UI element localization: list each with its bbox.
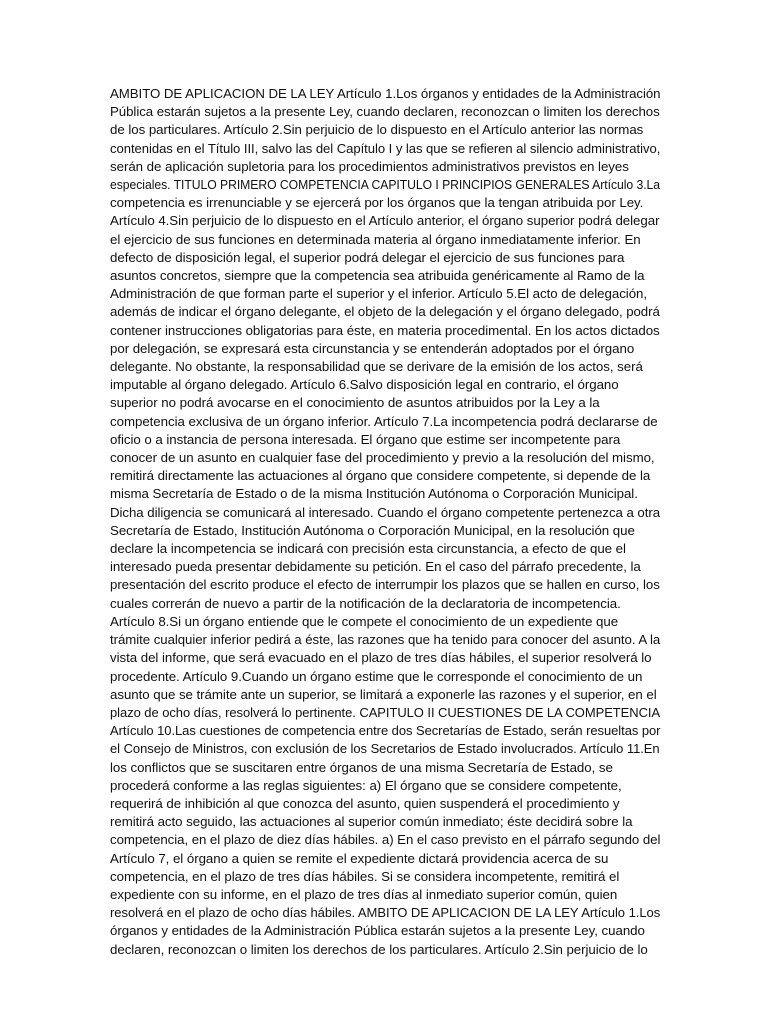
text-line: Dicha diligencia se comunicará al interesado. Cuando el órgano competente pertenezca a otra xyxy=(110,504,661,520)
text-line: especiales. TITULO PRIMERO COMPETENCIA CAPITULO I PRINCIPIOS GENERALES Artículo 3.La xyxy=(110,177,661,193)
document-body-text xyxy=(110,85,660,959)
text-line: competencia exclusiva de un órgano inferior. Artículo 7.La incompetencia podrá declararse de xyxy=(110,413,658,429)
text-line: Artículo 4.Sin perjuicio de lo dispuesto en el Artículo anterior, el órgano superior podrá delegar xyxy=(110,213,660,229)
text-line: declaren, reconozcan o limiten los derechos de los particulares. Artículo 2.Sin perjuicio de lo xyxy=(110,941,648,957)
text-line: trámite cualquier inferior pedirá a éste, las razones que ha tenido para conocer del asunto. A la xyxy=(110,632,661,648)
text-line: de los particulares. Artículo 2.Sin perjuicio de lo dispuesto en el Artículo anterior las normas xyxy=(110,122,644,138)
text-line: defecto de disposición legal, el superior podrá delegar el ejercicio de sus funciones para xyxy=(110,249,625,265)
text-line: Secretaría de Estado, Institución Autónoma o Corporación Municipal, en la resolución que xyxy=(110,522,635,538)
text-line: cuales correrán de nuevo a partir de la notificación de la declaratoria de incompetencia. xyxy=(110,595,621,611)
text-line: procederá conforme a las reglas siguientes: a) El órgano que se considere competente, xyxy=(110,777,622,793)
text-line: superior no podrá avocarse en el conocimiento de asuntos atribuidos por la Ley a la xyxy=(110,395,600,411)
text-line: remitirá directamente las actuaciones al órgano que considere competente, si depende de la xyxy=(110,468,651,484)
text-line: misma Secretaría de Estado o de la misma Institución Autónoma o Corporación Municipal. xyxy=(110,486,638,502)
text-line: oficio o a instancia de persona interesada. El órgano que estime ser incompetente para xyxy=(110,431,621,447)
text-line: AMBITO DE APLICACION DE LA LEY Artículo 1.Los órganos y entidades de la Administración xyxy=(110,86,661,101)
text-line: requerirá de inhibición al que conozca del asunto, quien suspenderá el procedimiento y xyxy=(110,795,620,811)
text-line: Artículo 8.Si un órgano entiende que le compete el conocimiento de un expediente que xyxy=(110,613,619,629)
text-line: resolverá en el plazo de ocho días hábiles. AMBITO DE APLICACION DE LA LEY Artículo 1.Los xyxy=(110,905,661,921)
text-line: expediente con su informe, en el plazo de tres días al inmediato superior común, quien xyxy=(110,886,618,902)
text-line: presentación del escrito produce el efecto de interrumpir los plazos que se hallen en curso, los xyxy=(110,577,660,593)
text-line: órganos y entidades de la Administración Pública estarán sujetos a la presente Ley, cuando xyxy=(110,923,645,939)
text-line: contener instrucciones obligatorias para éste, en materia procedimental. En los actos dictados xyxy=(110,322,660,338)
text-line: plazo de ocho días, resolverá lo pertinente. CAPITULO II CUESTIONES DE LA COMPETENCIA xyxy=(110,704,661,720)
text-line: asunto que se trámite ante un superior, se limitará a exponerle las razones y el superior, en el xyxy=(110,686,657,702)
text-line: además de indicar el órgano delegante, el objeto de la delegación y el órgano delegado, podrá xyxy=(110,304,660,320)
text-line: Artículo 10.Las cuestiones de competencia entre dos Secretarías de Estado, serán resueltas por xyxy=(110,723,661,739)
text-line: asuntos concretos, siempre que la competencia sea atribuida genéricamente al Ramo de la xyxy=(110,268,645,284)
text-line: vista del informe, que será evacuado en el plazo de tres días hábiles, el superior resolverá lo xyxy=(110,650,652,666)
text-line: delegante. No obstante, la responsabilidad que se derivare de la emisión de los actos, será xyxy=(110,359,643,375)
text-line: remitirá acto seguido, las actuaciones al superior común inmediato; éste decidirá sobre la xyxy=(110,814,633,830)
text-line: interesado pueda presentar debidamente su petición. En el caso del párrafo precedente, la xyxy=(110,559,641,575)
text-line: Artículo 7, el órgano a quien se remite el expediente dictará providencia acerca de su xyxy=(110,850,609,866)
text-line: el Consejo de Ministros, con exclusión de los Secretarios de Estado involucrados. Artículo 11.En xyxy=(110,741,660,757)
text-line: imputable al órgano delegado. Artículo 6.Salvo disposición legal en contrario, el órgano xyxy=(110,377,619,393)
text-line: el ejercicio de sus funciones en determinada materia al órgano inmediatamente inferior. En xyxy=(110,231,641,247)
text-line: Administración de que forman parte el superior y el inferior. Artículo 5.El acto de delegación, xyxy=(110,286,648,302)
text-line: los conflictos que se suscitaren entre órganos de una misma Secretaría de Estado, se xyxy=(110,759,613,775)
text-line: declare la incompetencia se indicará con precisión esta circunstancia, a efecto de que el xyxy=(110,541,626,557)
text-line: por delegación, se expresará esta circunstancia y se entenderán adoptados por el órgano xyxy=(110,340,635,356)
text-line: conocer de un asunto en cualquier fase del procedimiento y previo a la resolución del mismo, xyxy=(110,450,655,466)
text-line: serán de aplicación supletoria para los procedimientos administrativos previstos en leyes xyxy=(110,158,629,174)
text-line: contenidas en el Título III, salvo las del Capítulo I y las que se refieren al silencio administrativo, xyxy=(110,140,661,156)
text-line: competencia, en el plazo de tres días hábiles. Si se considera incompetente, remitirá el xyxy=(110,868,620,884)
text-line: Pública estarán sujetos a la presente Ley, cuando declaren, reconozcan o limiten los derechos xyxy=(110,104,660,120)
text-line: procedente. Artículo 9.Cuando un órgano estime que le corresponde el conocimiento de un xyxy=(110,668,643,684)
text-line: competencia, en el plazo de diez días hábiles. a) En el caso previsto en el párrafo segundo del xyxy=(110,832,661,848)
text-line: competencia es irrenunciable y se ejercerá por los órganos que la tengan atribuida por Ley. xyxy=(110,195,644,211)
